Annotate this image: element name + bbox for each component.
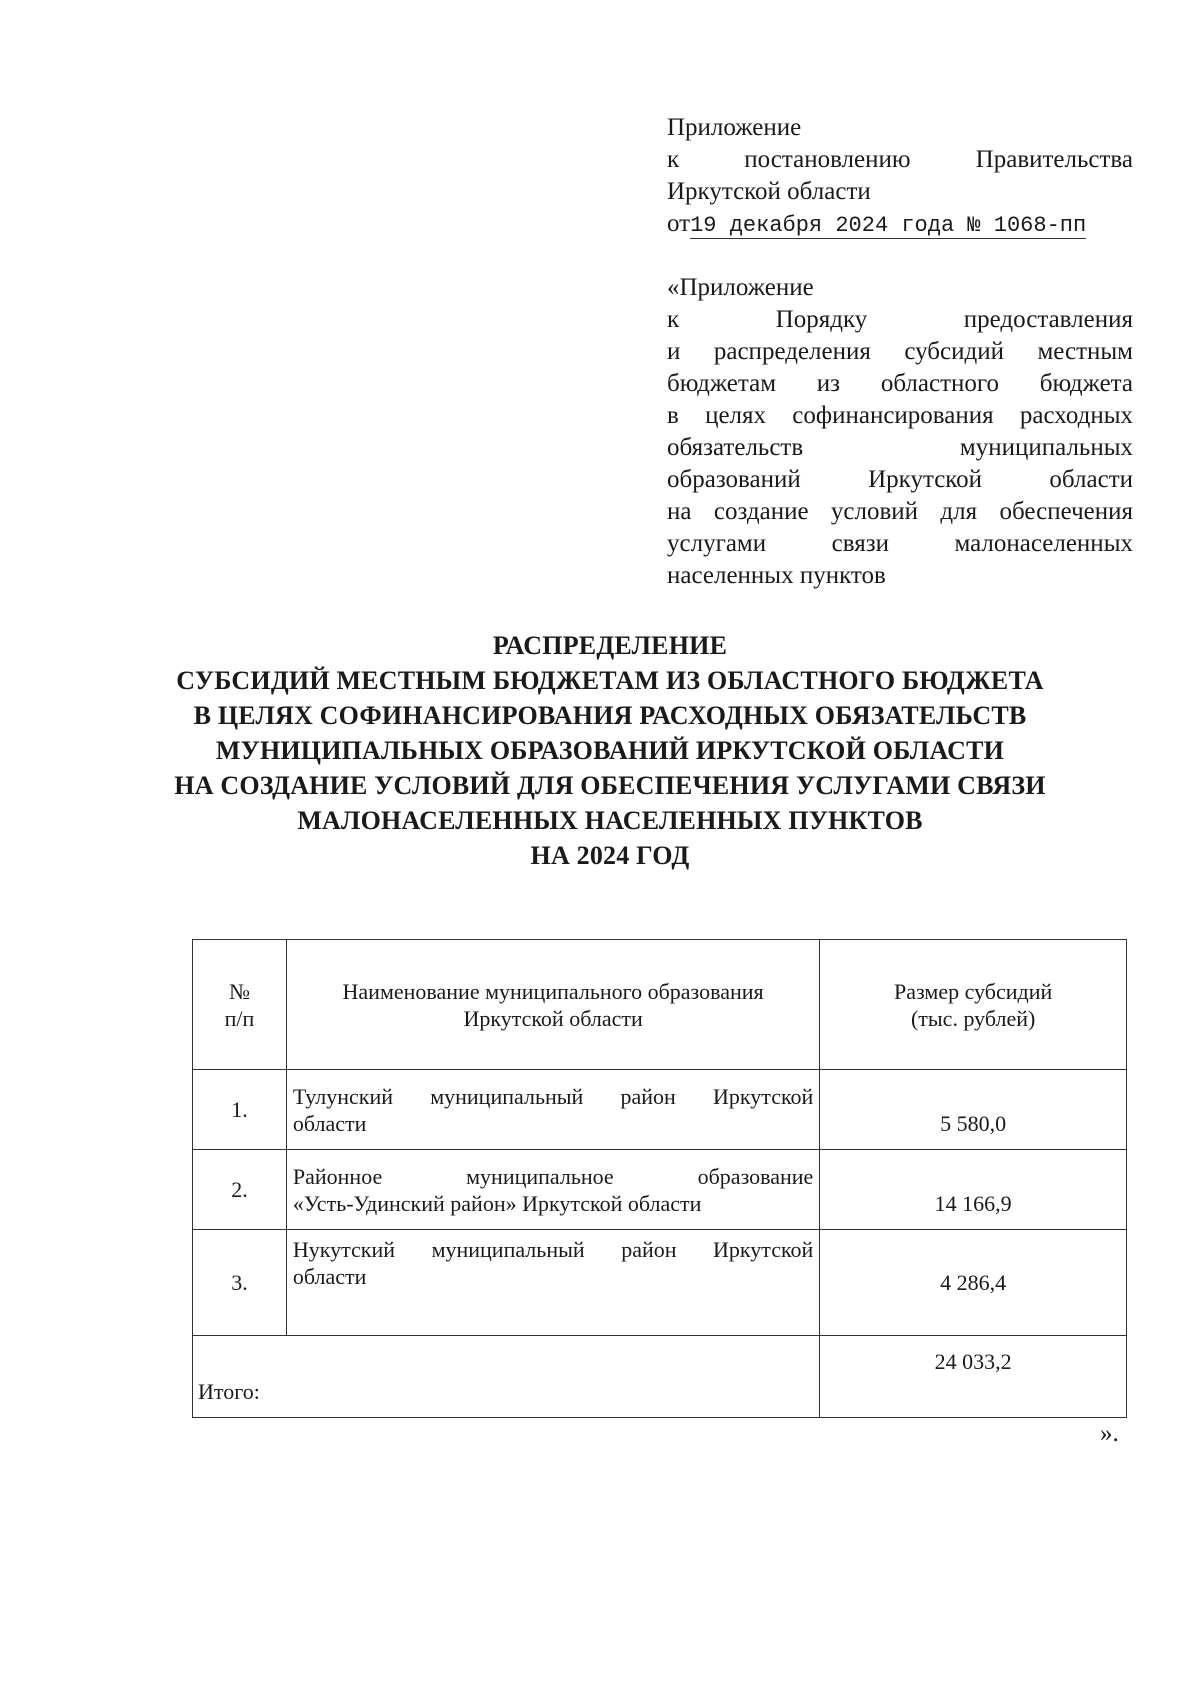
row-num: 1.	[193, 1070, 287, 1150]
row-name	[286, 1070, 819, 1150]
header-name-line: Иркутской области	[463, 1005, 643, 1031]
header-name	[286, 940, 819, 1070]
annex-block	[667, 272, 1133, 592]
header-amount	[820, 940, 1127, 1070]
row-num: 2.	[193, 1150, 287, 1230]
table-total-row	[193, 1336, 1127, 1418]
header-num-line: п/п	[224, 1005, 255, 1031]
approval-line: Приложение	[667, 114, 802, 141]
header-name-line: Наименование муниципального образования	[342, 978, 764, 1004]
title-line: МАЛОНАСЕЛЕННЫХ НАСЕЛЕННЫХ ПУНКТОВ	[297, 806, 923, 835]
row-name-line: области	[292, 1264, 367, 1289]
table-row	[193, 1230, 1127, 1336]
annex-line: бюджетам из областного бюджета	[667, 370, 1133, 397]
approval-block	[667, 112, 1133, 240]
approval-word: Правительства	[975, 146, 1133, 173]
closing-quote-mark: ».	[1100, 1420, 1119, 1447]
annex-line: на создание условий для обеспечения	[667, 498, 1133, 525]
table-header-row	[193, 940, 1127, 1070]
approval-word: к	[667, 146, 680, 173]
annex-line: обязательств муниципальных	[667, 434, 1133, 461]
title-line: СУБСИДИЙ МЕСТНЫМ БЮДЖЕТАМ ИЗ ОБЛАСТНОГО БЮДЖЕТА	[176, 666, 1044, 695]
annex-line: образований Иркутской области	[667, 466, 1133, 493]
annex-line: услугами связи малонаселенных	[667, 530, 1133, 557]
row-amount: 5 580,0	[820, 1070, 1127, 1150]
row-name-line: «Усть-Удинский район» Иркутской области	[292, 1190, 702, 1216]
header-amount-line: (тыс. рублей)	[910, 1005, 1036, 1031]
row-name-line: Районное муниципальное образование	[292, 1163, 814, 1189]
row-name-line: области	[292, 1110, 367, 1136]
title-line: НА СОЗДАНИЕ УСЛОВИЙ ДЛЯ ОБЕСПЕЧЕНИЯ УСЛУГАМИ СВЯЗИ	[174, 771, 1046, 800]
row-name-line: Тулунский муниципальный район Иркутской	[292, 1083, 814, 1109]
annex-line: и распределения субсидий местным	[667, 338, 1133, 365]
row-name	[286, 1150, 819, 1230]
table-row	[193, 1150, 1127, 1230]
document-title	[150, 628, 1070, 873]
header-num	[193, 940, 287, 1070]
annex-line: населенных пунктов	[667, 562, 886, 589]
title-line: В ЦЕЛЯХ СОФИНАНСИРОВАНИЯ РАСХОДНЫХ ОБЯЗАТЕЛЬСТВ	[193, 701, 1027, 730]
row-name	[286, 1230, 819, 1336]
approval-word: постановлению	[744, 146, 911, 173]
total-label: Итого:	[193, 1336, 820, 1418]
row-amount: 4 286,4	[820, 1230, 1127, 1336]
header-amount-line: Размер субсидий	[894, 978, 1053, 1004]
date-prefix: от	[667, 210, 691, 237]
subsidy-table	[192, 939, 1127, 1418]
approval-line: Иркутской области	[667, 178, 871, 205]
total-amount: 24 033,2	[820, 1336, 1127, 1418]
annex-line: «Приложение	[667, 274, 814, 301]
approval-line	[667, 144, 1133, 176]
header-num-line: №	[228, 978, 250, 1004]
handwritten-date: 19 декабря 2024 года № 1068-пп	[690, 213, 1087, 238]
approval-date-line	[667, 208, 1133, 240]
annex-line: к Порядку предоставления	[667, 306, 1133, 333]
row-name-line: Нукутский муниципальный район Иркутской	[292, 1237, 814, 1262]
row-num: 3.	[193, 1230, 287, 1336]
title-line: РАСПРЕДЕЛЕНИЕ	[492, 631, 728, 660]
annex-line: в целях софинансирования расходных	[667, 402, 1133, 429]
title-line: НА 2024 ГОД	[530, 841, 690, 870]
title-line: МУНИЦИПАЛЬНЫХ ОБРАЗОВАНИЙ ИРКУТСКОЙ ОБЛАСТИ	[215, 736, 1005, 765]
table-row	[193, 1070, 1127, 1150]
row-amount: 14 166,9	[820, 1150, 1127, 1230]
